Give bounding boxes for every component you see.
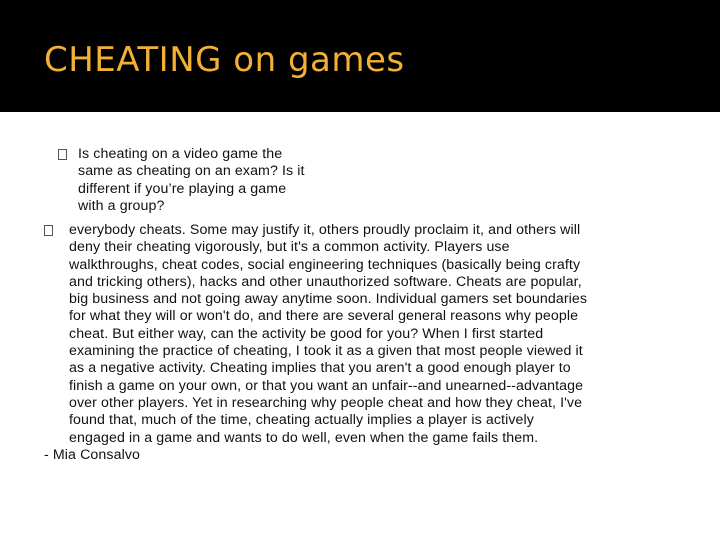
bullet-quote — [69, 222, 684, 447]
bullet-line: same as cheating on an exam? Is it — [78, 163, 305, 180]
bullet-line: found that, much of the time, cheating actually implies a player is actively — [69, 412, 534, 429]
slide-title: CHEATING on games — [44, 40, 405, 80]
bullet-line: as a negative activity. Cheating implies that you aren't a good enough player to — [69, 360, 571, 377]
bullet-line: walkthroughs, cheat codes, social engineering techniques (basically being crafty — [69, 256, 581, 273]
bullet-line: cheat. But either way, can the activity be good for you? When I first started — [69, 325, 544, 342]
square-bullet-icon — [58, 149, 67, 160]
title-bar — [0, 0, 720, 112]
attribution: - Mia Consalvo — [44, 447, 141, 463]
square-bullet-icon — [44, 225, 53, 236]
bullet-line: examining the practice of cheating, I took it as a given that most people viewed it — [69, 343, 583, 360]
bullet-line: everybody cheats. Some may justify it, others proudly proclaim it, and others will — [69, 222, 581, 238]
bullet-line: with a group? — [78, 197, 165, 214]
bullet-line: and tricking others), hacks and other unauthorized software. Cheats are popular, — [69, 273, 582, 290]
bullet-line: for what they will or won't do, and there are several general reasons why people — [69, 308, 579, 325]
bullet-line: deny their cheating vigorously, but it's a common activity. Players use — [69, 239, 510, 256]
bullet-line: over other players. Yet in researching why people cheat and how they cheat, I've — [69, 394, 583, 411]
bullet-line: engaged in a game and wants to do well, even when the game fails them. — [69, 429, 539, 446]
bullet-line: big business and not going away anytime soon. Individual gamers set boundaries — [69, 291, 588, 308]
bullet-line: Is cheating on a video game the — [78, 146, 283, 162]
bullet-question — [78, 146, 348, 215]
bullet-line: different if you’re playing a game — [78, 180, 287, 197]
bullet-line: finish a game on your own, or that you want an unfair--and unearned--advantage — [69, 377, 584, 394]
